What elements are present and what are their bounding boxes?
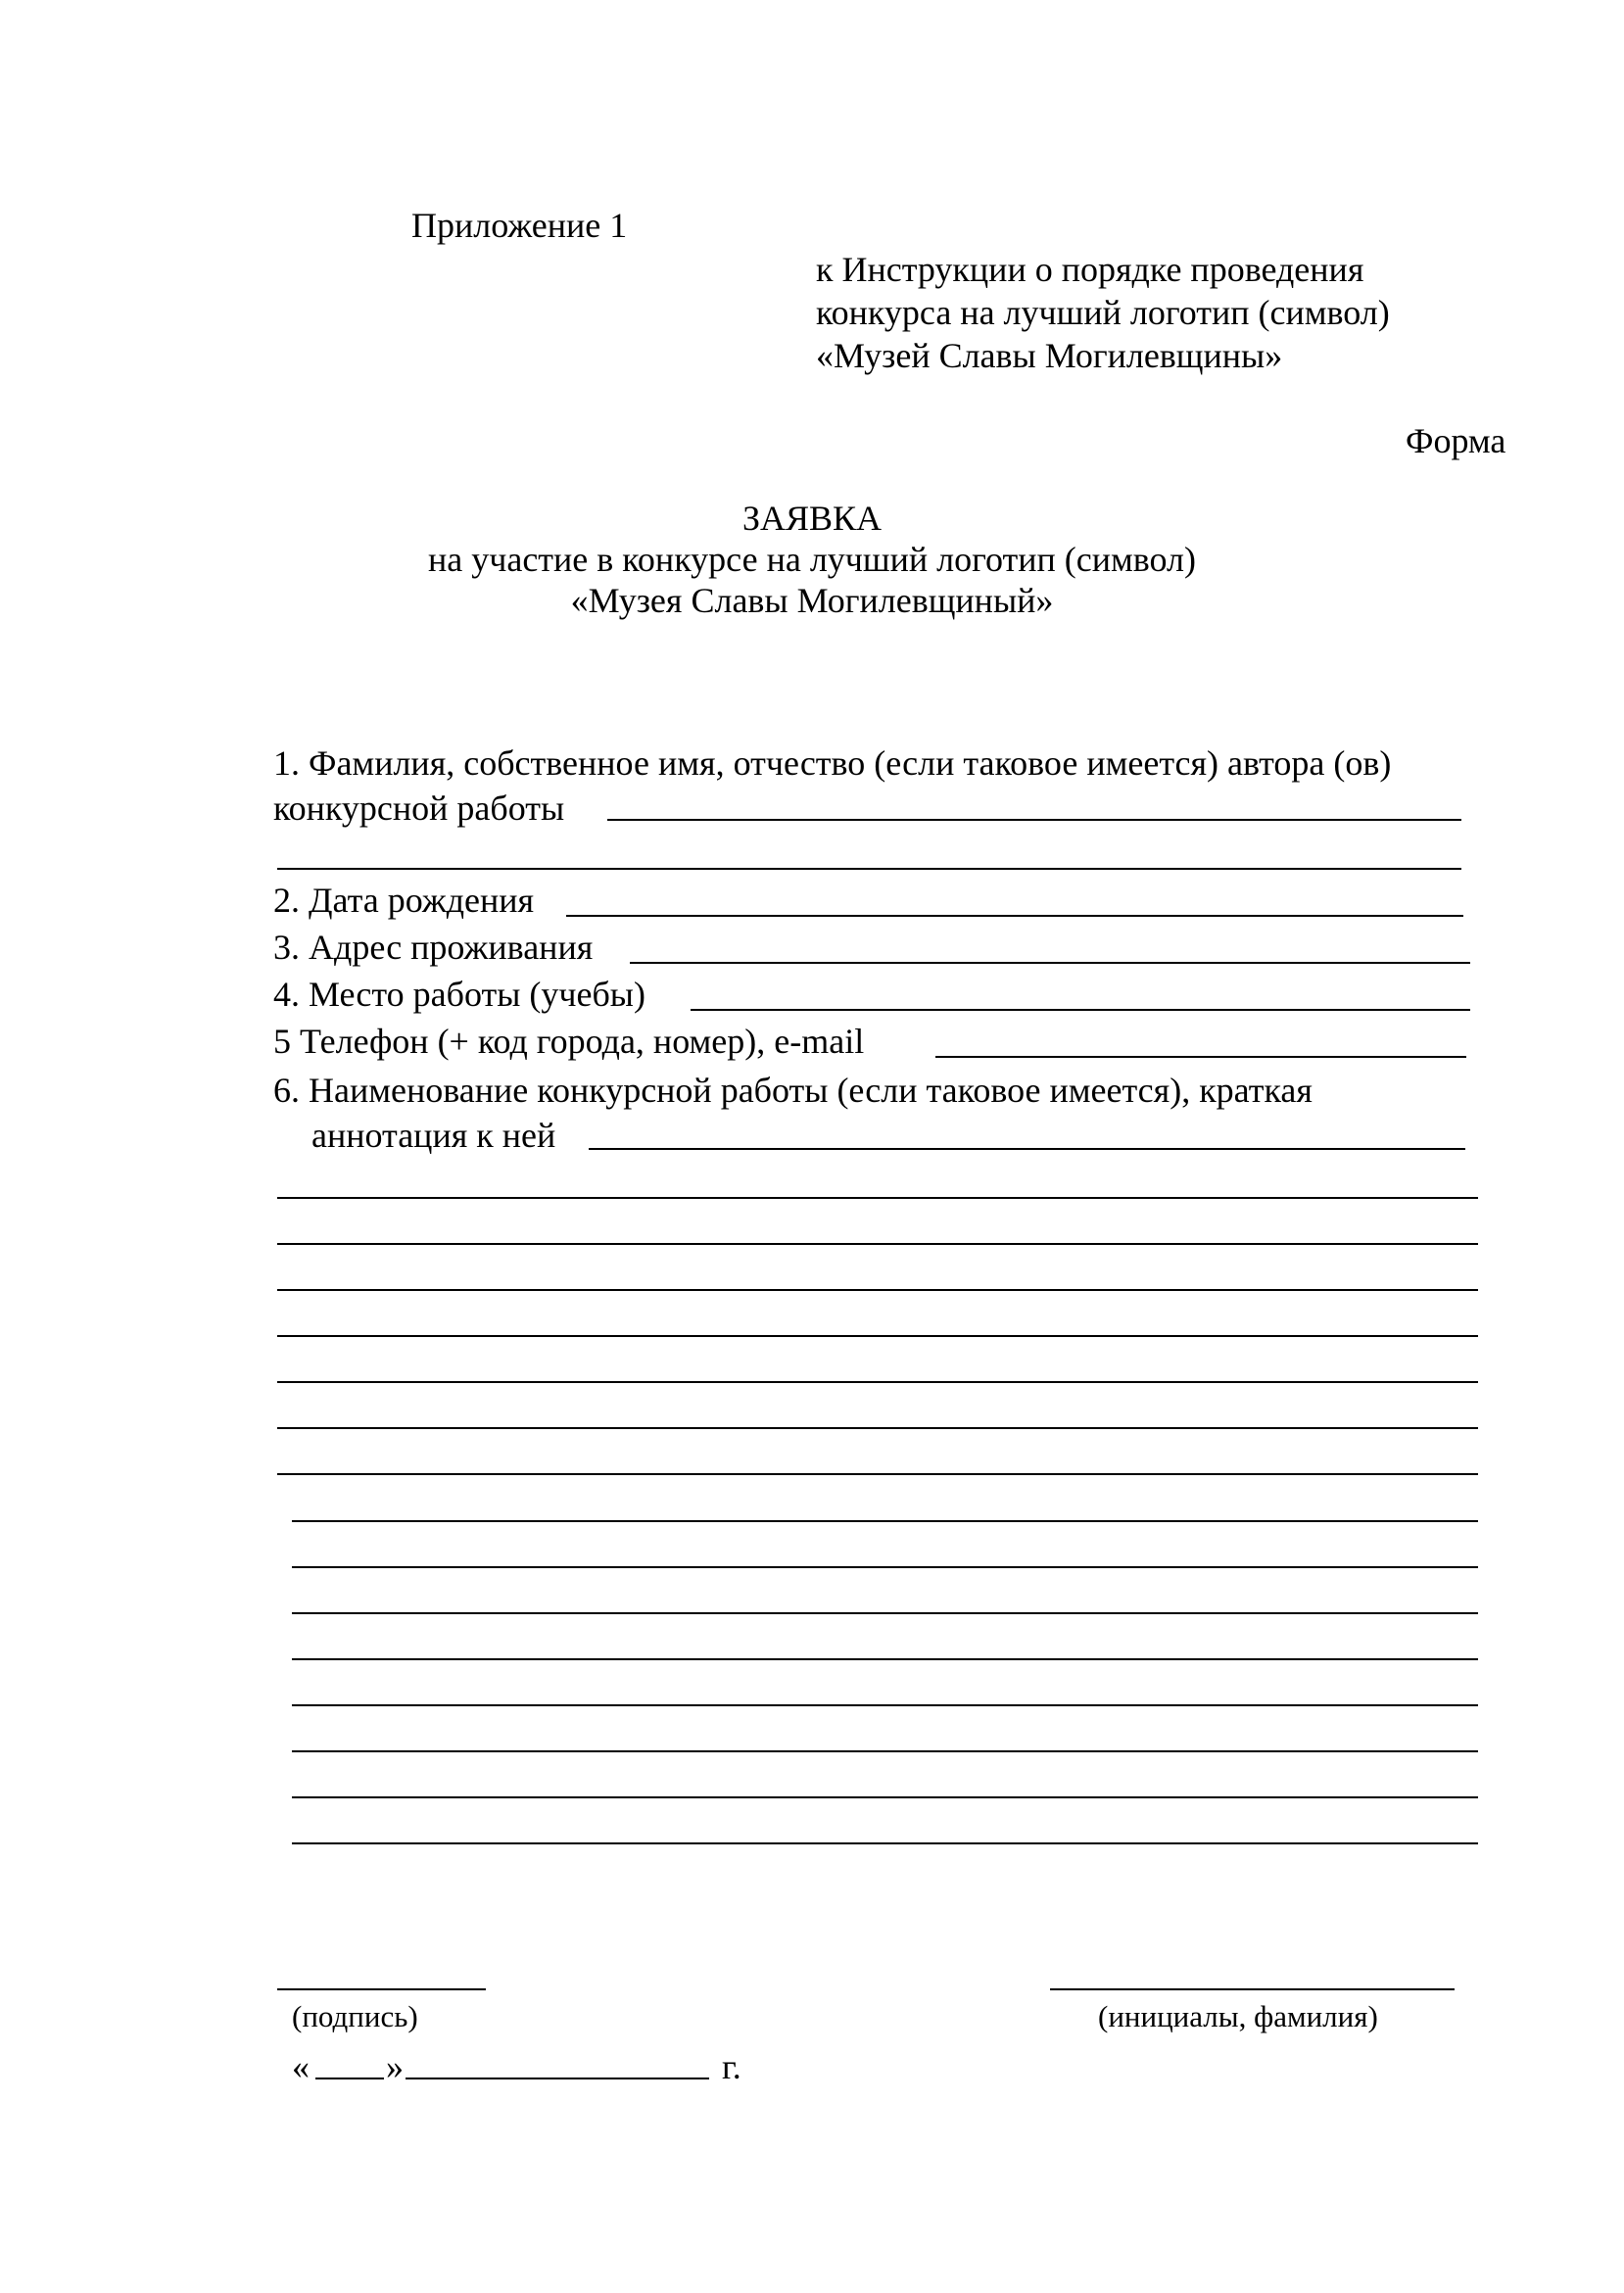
annotation-line[interactable] [292,1658,1478,1660]
signature-line[interactable] [277,1988,486,1990]
field-birthdate-label: 2. Дата рождения [273,881,535,920]
date-close-quote: » [386,2047,404,2086]
annotation-line[interactable] [277,1243,1478,1245]
author-field-line[interactable] [607,819,1461,821]
annotation-line[interactable] [292,1796,1478,1798]
birthdate-field-line[interactable] [566,915,1463,917]
reference-line-3: «Музей Славы Могилевщины» [816,336,1283,375]
annotation-line[interactable] [277,1335,1478,1337]
field-workplace-label: 4. Место работы (учебы) [273,975,645,1014]
signature-caption: (подпись) [292,1999,418,2033]
field-contact-label: 5 Телефон (+ код города, номер), e-mail [273,1022,865,1061]
name-line[interactable] [1050,1988,1455,1990]
field-author-label-cont: конкурсной работы [273,788,565,828]
annotation-line[interactable] [277,1197,1478,1199]
annotation-line[interactable] [277,1289,1478,1291]
date-day-field[interactable] [315,2078,384,2079]
workplace-field-line[interactable] [691,1009,1470,1011]
annotation-line[interactable] [277,1381,1478,1383]
annotation-line[interactable] [292,1566,1478,1568]
annotation-line[interactable] [292,1612,1478,1614]
title-subline-2: «Музея Славы Могилевщиный» [570,581,1054,620]
annotation-line[interactable] [292,1520,1478,1522]
field-annotation-label: аннотация к ней [311,1116,556,1155]
page-title: ЗАЯВКА [741,499,883,538]
field-author-label: 1. Фамилия, собственное имя, отчество (если таковое имеется) автора (ов) [273,743,1392,783]
reference-line-1: к Инструкции о порядке проведения [816,250,1364,289]
field-work-title-label: 6. Наименование конкурсной работы (если таковое имеется), краткая [273,1071,1313,1110]
name-caption: (инициалы, фамилия) [1098,1999,1378,2033]
annotation-line[interactable] [292,1704,1478,1706]
author-field-line-2[interactable] [277,868,1461,870]
annotation-field-line[interactable] [589,1148,1465,1150]
date-month-field[interactable] [406,2078,709,2079]
appendix-label: Приложение 1 [411,206,628,245]
annotation-line[interactable] [292,1842,1478,1844]
annotation-line[interactable] [292,1750,1478,1752]
field-address-label: 3. Адрес проживания [273,928,594,967]
date-open-quote: « [292,2047,310,2086]
contact-field-line[interactable] [935,1056,1466,1058]
year-suffix: г. [722,2047,741,2086]
reference-line-2: конкурса на лучший логотип (символ) [816,293,1390,332]
address-field-line[interactable] [630,962,1470,964]
annotation-line[interactable] [277,1473,1478,1475]
title-subline-1: на участие в конкурсе на лучший логотип (символ) [427,540,1197,579]
form-label: Форма [1406,421,1506,460]
annotation-line[interactable] [277,1427,1478,1429]
